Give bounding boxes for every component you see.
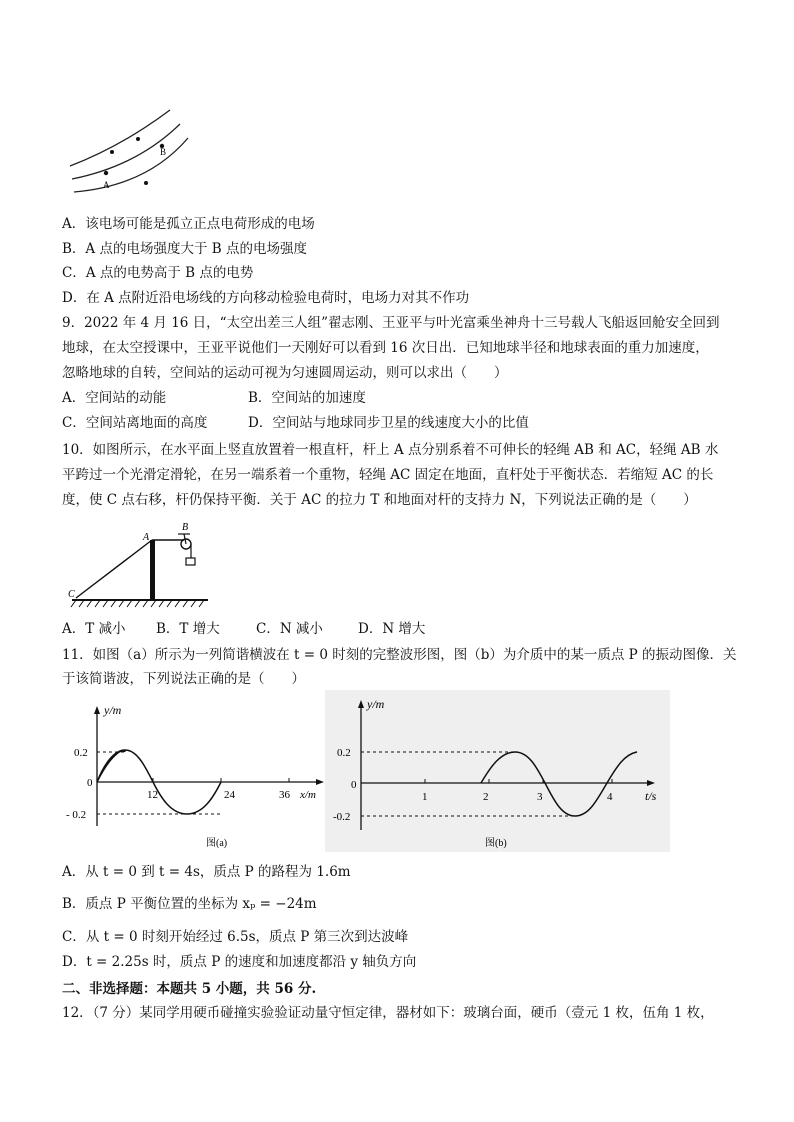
y-tick-label: -0.2	[333, 811, 351, 823]
x-tick-label: 1	[422, 791, 428, 803]
figure-caption: 图(b)	[485, 838, 507, 849]
q11-option-c: C．从 t = 0 时刻开始经过 6.5s，质点 P 第三次到达波峰	[62, 929, 409, 945]
x-tick-label: 4	[607, 791, 613, 803]
q9-option-a: A．空间站的动能	[62, 390, 167, 406]
field-dot	[136, 137, 140, 141]
y-axis-label: y/m	[367, 697, 385, 711]
point-a-label: A	[103, 180, 110, 190]
x-tick-label: 24	[224, 789, 235, 801]
origin-label: 0	[351, 779, 357, 791]
rope-ac	[76, 540, 152, 598]
field-line-3	[74, 138, 188, 192]
wave-graph-a	[60, 700, 330, 850]
q10-stem-line-2: 平跨过一个光滑定滑轮，在另一端系着一个重物，轻绳 AC 固定在地面，直杆处于平衡状态．若缩短 AC 的长	[62, 467, 714, 483]
figure-caption: 图(a)	[206, 838, 228, 849]
q9-options-row-2	[62, 413, 529, 433]
x-axis-label: t/s	[645, 789, 657, 803]
q9-option-c: C．空间站离地面的高度	[62, 415, 208, 431]
q11-option-a: A．从 t = 0 到 t = 4s，质点 P 的路程为 1.6m	[62, 864, 351, 880]
y-tick-label: - 0.2	[66, 809, 87, 821]
y-axis-label: y/m	[104, 703, 122, 717]
q9-options-row-1	[62, 388, 366, 408]
vertical-rod	[150, 540, 155, 600]
origin-label: 0	[87, 777, 93, 789]
q8-option-a: A．该电场可能是孤立正点电荷形成的电场	[62, 216, 315, 232]
ground-hatching	[71, 600, 204, 607]
point-a-dot	[104, 171, 108, 175]
field-line-1	[70, 110, 170, 166]
q9-stem-line-3: 忽略地球的自转，空间站的运动可视为匀速圆周运动，则可以求出（ ）	[62, 365, 508, 381]
q9-stem-line-2: 地球，在太空授课中，王亚平说他们一天刚好可以看到 16 次日出．已知地球半径和地球表面的重力加速度，	[62, 340, 709, 356]
q8-option-d: D．在 A 点附近沿电场线的方向移动检验电荷时，电场力对其不作功	[62, 290, 470, 306]
x-tick-label: 2	[483, 791, 489, 803]
q10-option-d: D．N 增大	[358, 621, 426, 637]
y-tick-label: 0.2	[337, 747, 351, 759]
q11-option-d: D．t = 2.25s 时，质点 P 的速度和加速度都沿 y 轴负方向	[62, 954, 417, 970]
x-axis-label: x/m	[300, 789, 316, 801]
q11-option-b: B．质点 P 平衡位置的坐标为 xₚ = −24m	[62, 896, 317, 912]
q10-stem-line-1: 10．如图所示，在水平面上竖直放置着一根直杆，杆上 A 点分别系着不可伸长的轻绳 AB 和 AC，轻绳 AB 水	[62, 442, 719, 458]
q8-option-b: B．A 点的电场强度大于 B 点的电场强度	[62, 241, 307, 257]
q10-options-row	[62, 619, 425, 639]
point-c-label: C	[68, 589, 75, 600]
point-b-label: B	[160, 147, 167, 157]
field-dot	[144, 181, 148, 185]
q11-stem-line-2: 于该简谐波，下列说法正确的是（ ）	[62, 671, 305, 687]
field-dot	[110, 150, 114, 154]
x-tick-label: 3	[537, 791, 543, 803]
point-a-label: A	[143, 532, 150, 543]
field-lines-figure	[62, 96, 202, 196]
y-tick-label: 0.2	[74, 747, 88, 759]
hanging-weight	[186, 558, 195, 565]
x-axis-arrow	[316, 779, 324, 785]
q10-option-c: C．N 减小	[256, 621, 323, 637]
q10-stem-line-3: 度，使 C 点右移，杆仍保持平衡．关于 AC 的拉力 T 和地面对杆的支持力 N，下列说法正确的是（ ）	[62, 492, 697, 508]
x-tick-label: 36	[279, 789, 290, 801]
q9-option-d: D．空间站与地球同步卫星的线速度大小的比值	[248, 415, 529, 431]
scan-background	[325, 690, 670, 852]
q9-option-b: B．空间站的加速度	[248, 390, 366, 406]
y-axis-arrow	[94, 706, 100, 714]
wave-graph-b	[325, 690, 670, 852]
rod-pulley-figure	[66, 518, 216, 610]
x-tick-label: 12	[147, 789, 158, 801]
q10-option-b: B．T 增大	[156, 621, 220, 637]
q9-stem-line-1: 9．2022 年 4 月 16 日，“太空出差三人组”翟志刚、王亚平与叶光富乘坐神舟十三号载人飞船返回舱安全回到	[62, 315, 720, 331]
q11-stem-line-1: 11．如图（a）所示为一列简谐横波在 t = 0 时刻的完整波形图，图（b）为介质中的某一质点 P 的振动图像．关	[62, 647, 737, 663]
q12-stem-line-1: 12．（7 分）某同学用硬币碰撞实验验证动量守恒定律，器材如下：玻璃台面，硬币（壹元 1 枚，伍角 1 枚，	[62, 1005, 714, 1021]
q10-option-a: A．T 减小	[62, 621, 126, 637]
point-b-label: B	[182, 522, 189, 533]
section-2-heading: 二、非选择题：本题共 5 小题，共 56 分.	[62, 981, 317, 997]
q8-option-c: C．A 点的电势高于 B 点的电势	[62, 265, 254, 281]
